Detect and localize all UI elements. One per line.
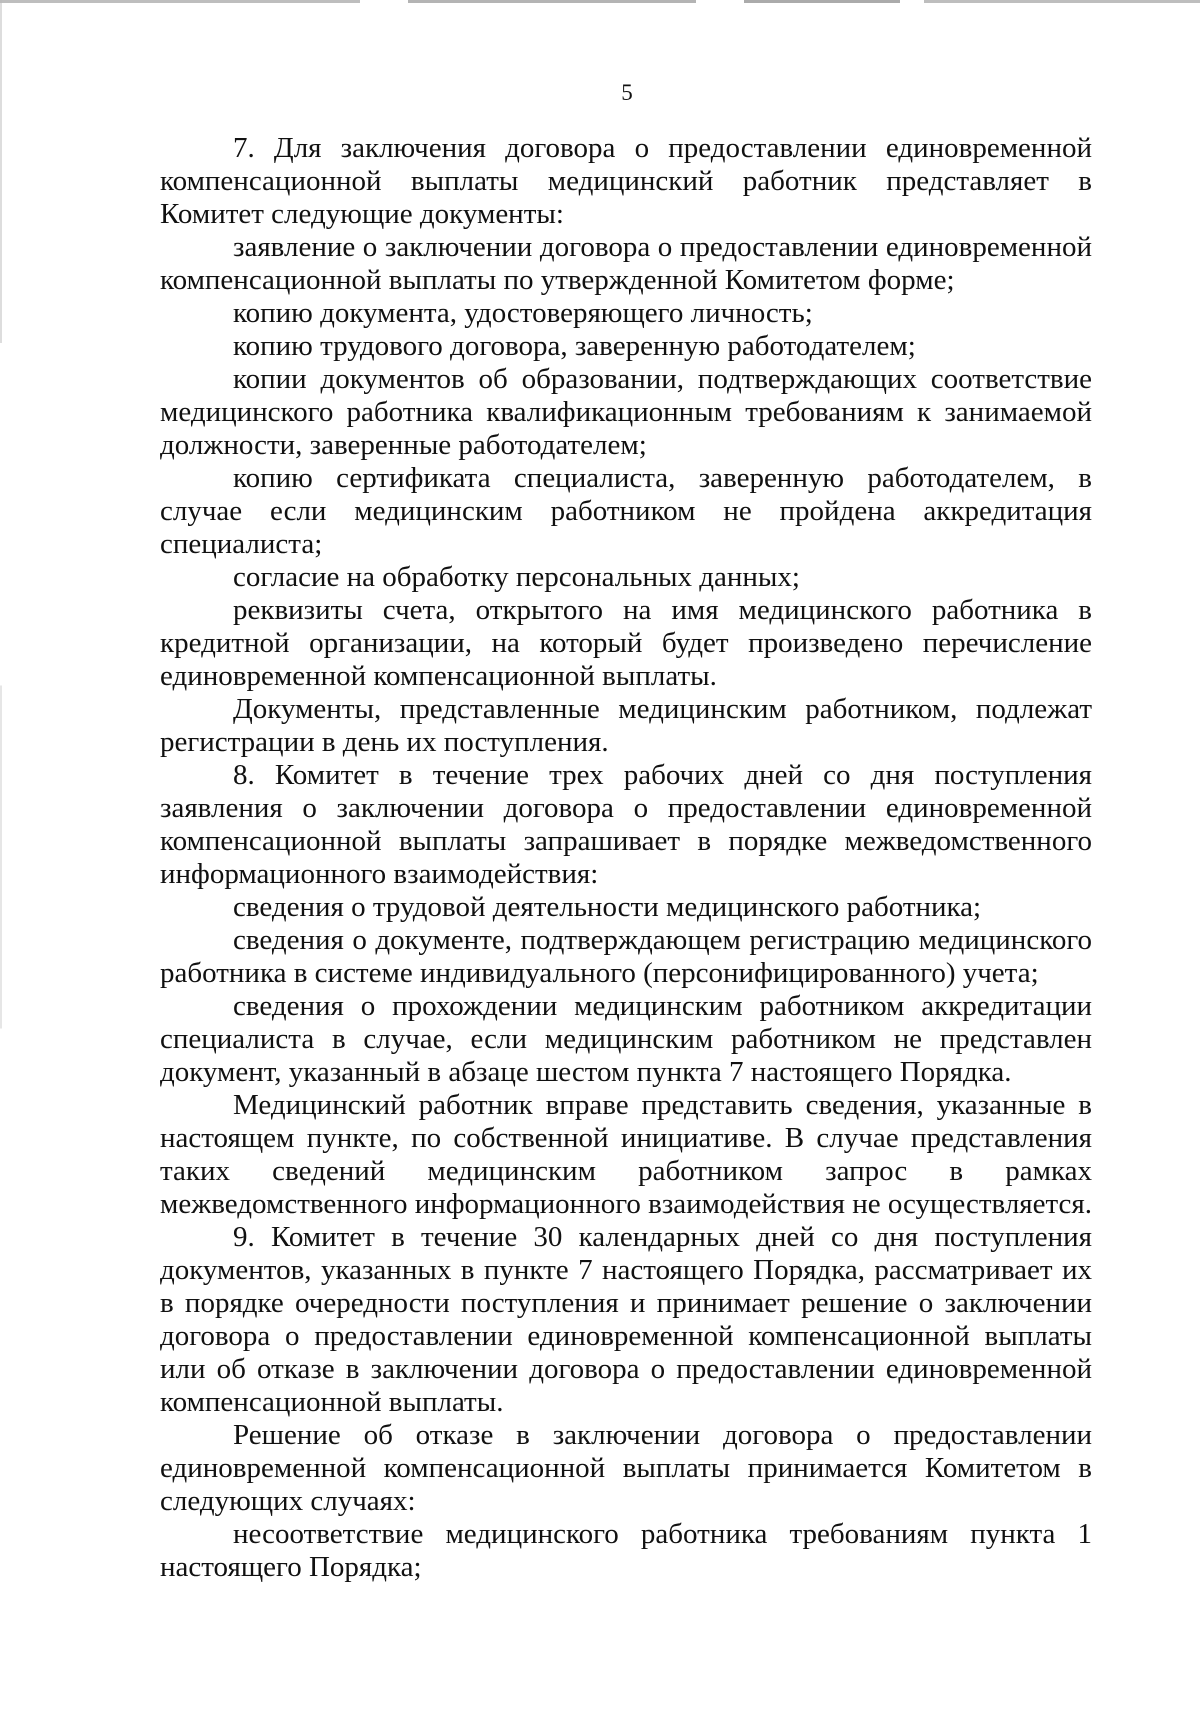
- paragraph: сведения о прохождении медицинским работником аккредитации специалиста в случае, если медицинским работником не представлен документ, указанный в абзаце шестом пункта 7 настоящего Порядка.: [160, 990, 1092, 1088]
- paragraph: 9. Комитет в течение 30 календарных дней со дня поступления документов, указанных в пункте 7 настоящего Порядка, рассматривает их в порядке очередности поступления и принимает решение о заключении договора о предоставлении единовременной компенсационной выплаты или об отказе в заключении договора о предоставлении единовременной компенсационной выплаты.: [160, 1221, 1092, 1418]
- paragraph: копии документов об образовании, подтверждающих соответствие медицинского работника квалификационным требованиям к занимаемой должности, заверенные работодателем;: [160, 363, 1092, 461]
- paragraph: несоответствие медицинского работника требованиям пункта 1 настоящего Порядка;: [160, 1518, 1092, 1583]
- document-body: [160, 132, 1092, 1584]
- paragraph: копию сертификата специалиста, заверенную работодателем, в случае если медицинским работником не пройдена аккредитация специалиста;: [160, 462, 1092, 560]
- paragraph: копию трудового договора, заверенную работодателем;: [233, 330, 916, 362]
- paragraph: копию документа, удостоверяющего личность;: [233, 297, 813, 329]
- paragraph: сведения о трудовой деятельности медицинского работника;: [233, 891, 982, 923]
- page-number: 5: [621, 80, 633, 105]
- paragraph: Решение об отказе в заключении договора о предоставлении единовременной компенсационной выплаты принимается Комитетом в следующих случаях:: [160, 1419, 1092, 1517]
- paragraph: 7. Для заключения договора о предоставлении единовременной компенсационной выплаты медицинский работник представляет в Комитет следующие документы:: [160, 132, 1092, 230]
- scan-top-edge: [0, 0, 1200, 3]
- paragraph: 8. Комитет в течение трех рабочих дней со дня поступления заявления о заключении договора о предоставлении единовременной компенсационной выплаты запрашивает в порядке межведомственного информационного взаимодействия:: [160, 759, 1092, 890]
- paragraph: реквизиты счета, открытого на имя медицинского работника в кредитной организации, на который будет произведено перечисление единовременной компенсационной выплаты.: [160, 594, 1092, 692]
- paragraph: согласие на обработку персональных данных;: [233, 561, 800, 593]
- paragraph: Документы, представленные медицинским работником, подлежат регистрации в день их поступления.: [160, 693, 1092, 758]
- scan-left-edge: [0, 0, 2, 1714]
- paragraph: заявление о заключении договора о предоставлении единовременной компенсационной выплаты по утвержденной Комитетом форме;: [160, 231, 1092, 296]
- paragraph: сведения о документе, подтверждающем регистрацию медицинского работника в системе индивидуального (персонифицированного) учета;: [160, 924, 1092, 989]
- paragraph: Медицинский работник вправе представить сведения, указанные в настоящем пункте, по собственной инициативе. В случае представления таких сведений медицинским работником запрос в рамках межведомственного информационного взаимодействия не осуществляется.: [160, 1089, 1092, 1220]
